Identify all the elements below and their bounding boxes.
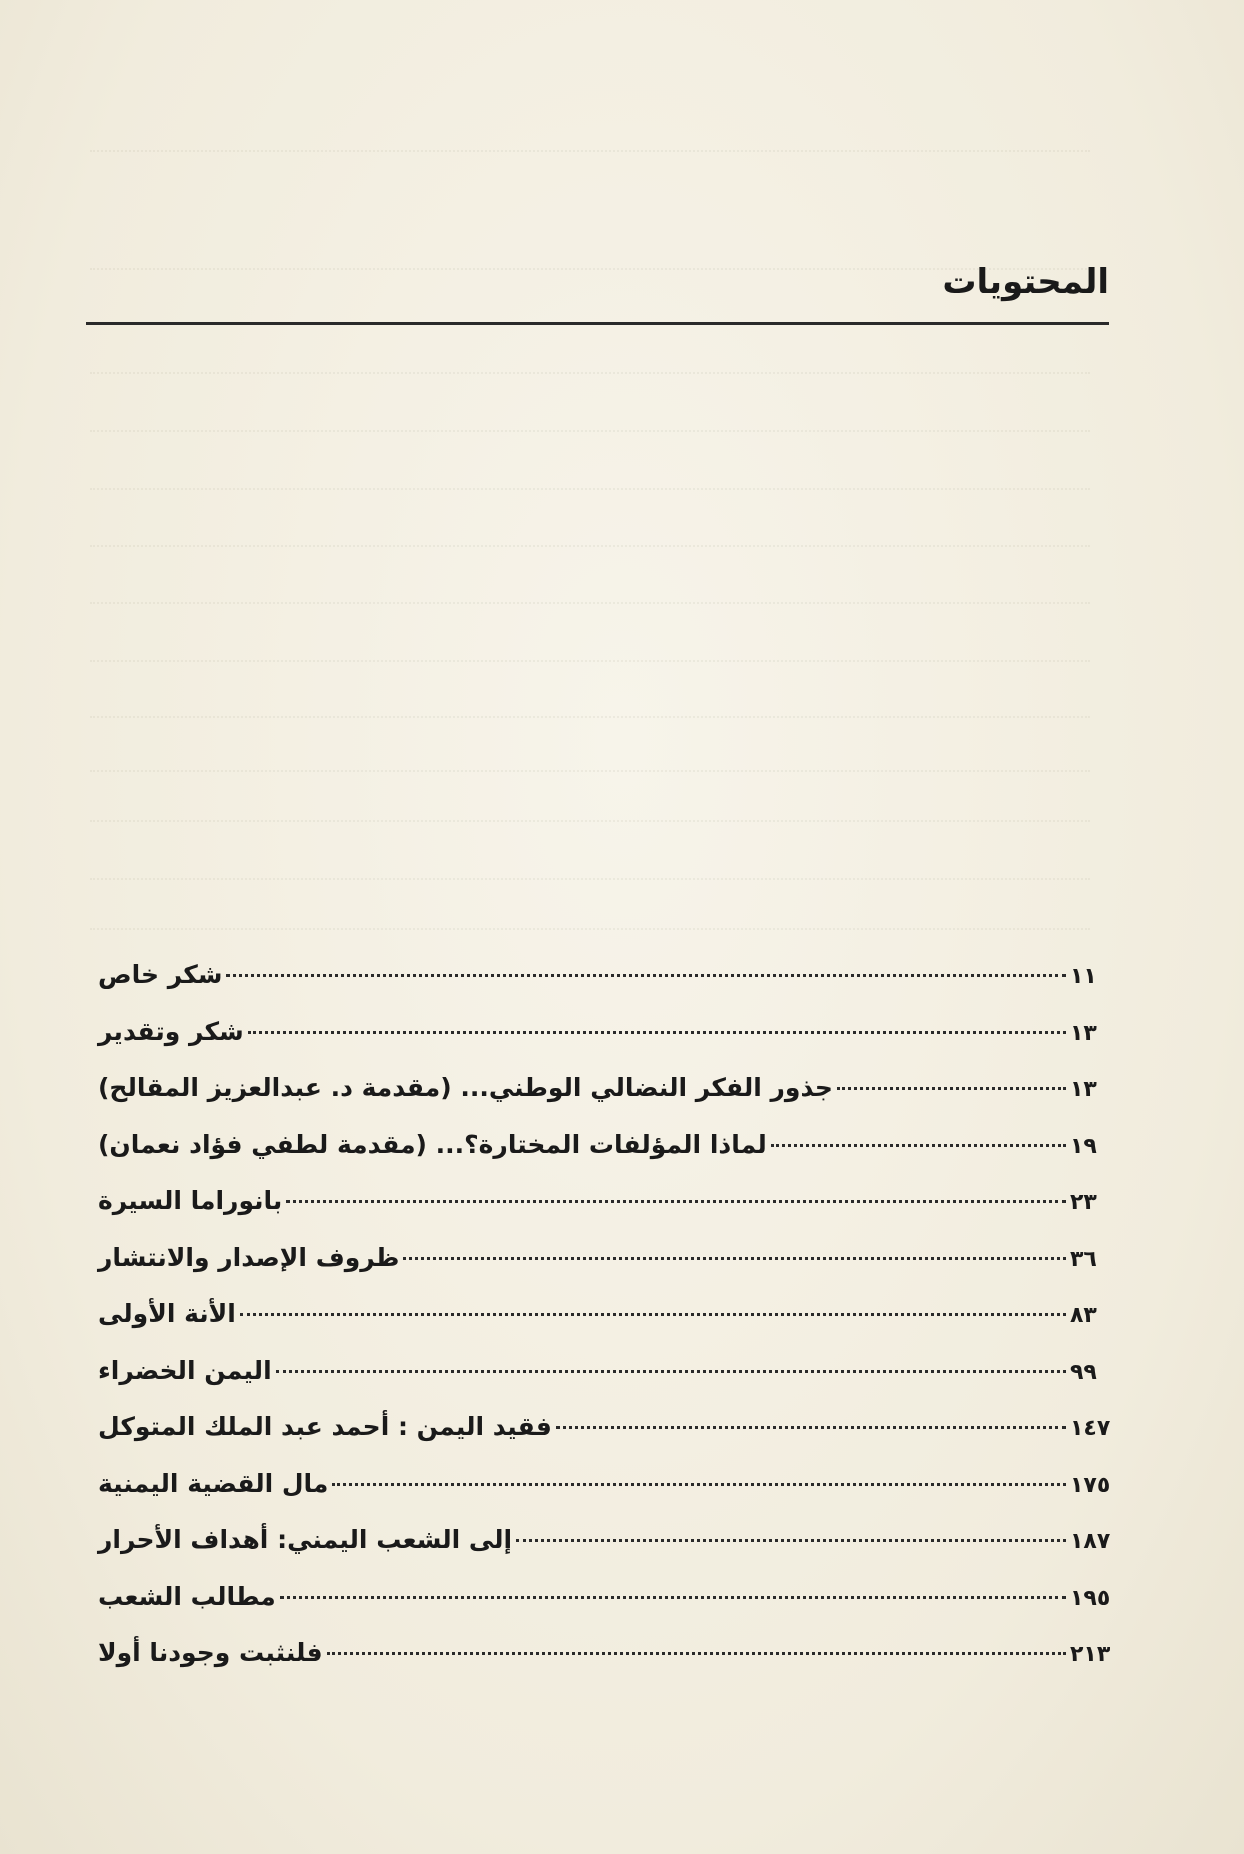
toc-entry[interactable] xyxy=(92,1582,1114,1639)
show-through-line xyxy=(90,878,1090,882)
show-through-line xyxy=(90,770,1090,774)
dot-leader xyxy=(403,1257,1066,1260)
toc-entry-title: مال القضية اليمنية xyxy=(98,1468,329,1498)
toc-entry[interactable] xyxy=(92,1186,1114,1243)
toc-entry-page: ١٩٥ xyxy=(1070,1585,1111,1611)
toc-entry[interactable] xyxy=(92,1356,1114,1413)
dot-leader xyxy=(286,1200,1066,1203)
show-through-line xyxy=(90,602,1090,606)
dot-leader xyxy=(516,1539,1066,1542)
dot-leader xyxy=(556,1426,1066,1429)
show-through-line xyxy=(90,820,1090,824)
show-through-line xyxy=(90,928,1090,932)
toc-entry-page: ١٩ xyxy=(1070,1133,1097,1159)
dot-leader xyxy=(248,1031,1066,1034)
show-through-line xyxy=(90,268,1090,272)
toc-entry-page: ١١ xyxy=(1070,964,1097,989)
toc-entry-page: ١٤٧ xyxy=(1070,1416,1111,1441)
title-divider xyxy=(86,322,1109,325)
page-title: المحتويات xyxy=(942,262,1109,302)
toc-entry[interactable] xyxy=(92,1469,1114,1526)
dot-leader xyxy=(226,974,1066,977)
toc-entry[interactable] xyxy=(92,1130,1114,1187)
toc-entry[interactable] xyxy=(92,1243,1114,1300)
dot-leader xyxy=(332,1483,1066,1486)
dot-leader xyxy=(240,1313,1066,1316)
toc-list xyxy=(92,960,1114,1695)
toc-entry[interactable] xyxy=(92,1412,1114,1469)
toc-entry-page: ٩٩ xyxy=(1070,1359,1097,1385)
dot-leader xyxy=(280,1596,1066,1599)
dot-leader xyxy=(327,1652,1066,1655)
toc-entry-title: فلنثبت وجودنا أولا xyxy=(98,1638,323,1667)
toc-entry[interactable] xyxy=(92,960,1114,1017)
toc-entry[interactable] xyxy=(92,1073,1114,1130)
toc-entry-title: إلى الشعب اليمني: أهداف الأحرار xyxy=(98,1525,513,1554)
toc-entry-page: ١٣ xyxy=(1070,1077,1097,1102)
show-through-line xyxy=(90,660,1090,664)
toc-entry-title: فقيد اليمن : أحمد عبد الملك المتوكل xyxy=(98,1412,552,1441)
toc-entry[interactable] xyxy=(92,1299,1114,1356)
toc-entry-title: جذور الفكر النضالي الوطني... (مقدمة د. عبدالعزيز المقالح) xyxy=(98,1073,833,1102)
show-through-line xyxy=(90,150,1090,154)
toc-entry-page: ٢٣ xyxy=(1070,1190,1097,1215)
toc-entry[interactable] xyxy=(92,1525,1114,1582)
toc-entry-page: ١٧٥ xyxy=(1070,1472,1111,1498)
show-through-line xyxy=(90,372,1090,376)
toc-entry-title: شكر خاص xyxy=(98,960,223,989)
toc-entry-page: ٨٣ xyxy=(1070,1303,1097,1328)
dot-leader xyxy=(837,1087,1066,1090)
show-through-line xyxy=(90,430,1090,434)
dot-leader xyxy=(771,1144,1066,1147)
toc-entry-title: ظروف الإصدار والانتشار xyxy=(98,1242,400,1272)
toc-entry-title: اليمن الخضراء xyxy=(98,1355,272,1385)
toc-entry-page: ١٨٧ xyxy=(1070,1529,1111,1554)
toc-entry-page: ١٣ xyxy=(1070,1020,1097,1046)
toc-entry-title: شكر وتقدير xyxy=(98,1016,244,1046)
toc-entry-title: لماذا المؤلفات المختارة؟... (مقدمة لطفي فؤاد نعمان) xyxy=(98,1129,767,1159)
toc-entry-title: الأنة الأولى xyxy=(98,1299,236,1328)
show-through-line xyxy=(90,716,1090,720)
show-through-line xyxy=(90,545,1090,549)
toc-entry-title: بانوراما السيرة xyxy=(98,1186,283,1215)
toc-entry[interactable] xyxy=(92,1017,1114,1074)
toc-entry-title: مطالب الشعب xyxy=(98,1581,276,1611)
dot-leader xyxy=(276,1370,1066,1373)
toc-entry-page: ٣٦ xyxy=(1070,1246,1097,1272)
toc-entry-page: ٢١٣ xyxy=(1070,1642,1111,1667)
show-through-line xyxy=(90,488,1090,492)
toc-entry[interactable] xyxy=(92,1638,1114,1695)
